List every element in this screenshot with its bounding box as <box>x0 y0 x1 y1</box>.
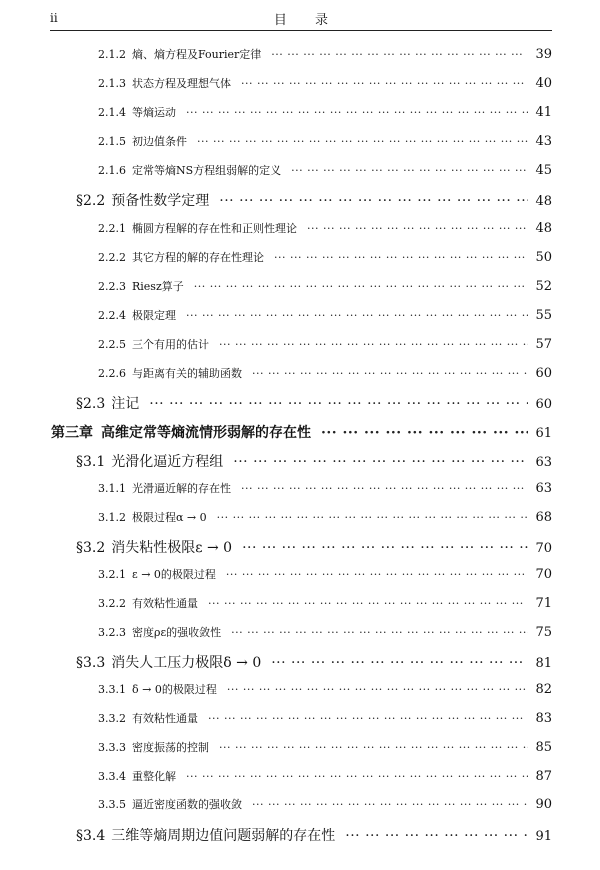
toc-entry-page: 83 <box>535 711 552 726</box>
toc-entry-page: 87 <box>535 769 552 784</box>
toc-entry-page: 85 <box>535 740 552 755</box>
dot-leader <box>226 568 528 581</box>
toc-entry-title: 光滑逼近解的存在性 <box>132 482 231 495</box>
dot-leader <box>252 798 528 811</box>
toc-subsection-entry[interactable] <box>98 75 552 91</box>
toc-entry-number: 2.2.6 <box>98 367 126 380</box>
toc-entry-page: 90 <box>535 797 552 812</box>
toc-entry-number: §3.3 <box>76 655 106 671</box>
dot-leader <box>219 338 528 351</box>
toc-subsection-entry[interactable] <box>98 509 552 525</box>
toc-subsection-entry[interactable] <box>98 162 552 178</box>
toc-entry-title: 三个有用的估计 <box>132 338 209 351</box>
toc-entry-number: 3.3.3 <box>98 741 126 754</box>
dot-leader <box>186 106 528 119</box>
toc-entry-title: δ → 0的极限过程 <box>132 683 217 696</box>
dot-leader <box>197 135 528 148</box>
toc-entry-page: 41 <box>535 105 552 120</box>
toc-entry-title: 消失人工压力极限δ → 0 <box>111 655 262 671</box>
toc-subsection-entry[interactable] <box>98 249 552 265</box>
toc-entry-title: 定常等熵NS方程组弱解的定义 <box>132 164 282 177</box>
toc-section-entry[interactable] <box>76 652 552 672</box>
toc-entry-title: 初边值条件 <box>132 135 187 148</box>
toc-subsection-entry[interactable] <box>98 710 552 726</box>
toc-entry-page: 91 <box>535 829 552 844</box>
toc-section-entry[interactable] <box>76 393 552 413</box>
toc-entry-page: 75 <box>535 625 552 640</box>
toc-entry-page: 48 <box>535 221 552 236</box>
toc-subsection-entry[interactable] <box>98 796 552 812</box>
page-number-roman: ii <box>50 11 58 25</box>
toc-entry-page: 68 <box>535 510 552 525</box>
toc-entry-number: §3.4 <box>76 828 106 844</box>
toc-entry-number: 3.3.2 <box>98 712 126 725</box>
toc-entry-page: 71 <box>535 596 552 611</box>
toc-entry-page: 52 <box>535 279 552 294</box>
dot-leader <box>233 454 528 470</box>
toc-entry-page: 70 <box>535 567 552 582</box>
toc-section-entry[interactable] <box>76 451 552 471</box>
dot-leader <box>274 251 528 264</box>
toc-entry-title: 三维等熵周期边值问题弱解的存在性 <box>111 828 336 844</box>
toc-entry-number: 2.1.5 <box>98 135 126 148</box>
toc-entry-number: 2.2.5 <box>98 338 126 351</box>
dot-leader <box>227 683 528 696</box>
dot-leader <box>242 540 528 556</box>
toc-section-entry[interactable] <box>76 537 552 557</box>
toc-entry-page: 55 <box>535 308 552 323</box>
toc-entry-number: 2.1.3 <box>98 77 126 90</box>
dot-leader <box>241 77 528 90</box>
header-title: 目 录 <box>273 13 341 28</box>
dot-leader <box>194 280 528 293</box>
dot-leader <box>231 626 528 639</box>
toc-entry-number: §3.2 <box>76 540 106 556</box>
toc-subsection-entry[interactable] <box>98 336 552 352</box>
toc-entry-number: §2.2 <box>76 193 106 209</box>
toc-entry-title: 等熵运动 <box>132 106 176 119</box>
toc-subsection-entry[interactable] <box>98 220 552 236</box>
toc-subsection-entry[interactable] <box>98 566 552 582</box>
toc-entry-title: 消失粘性极限ε → 0 <box>111 540 233 556</box>
toc-entry-number: 3.3.5 <box>98 798 126 811</box>
toc-entry-title: 其它方程的解的存在性理论 <box>132 251 264 264</box>
toc-subsection-entry[interactable] <box>98 624 552 640</box>
dot-leader <box>149 396 528 412</box>
toc-entry-number: 2.2.3 <box>98 280 126 293</box>
toc-entry-number: 3.3.4 <box>98 770 126 783</box>
toc-entry-number: 3.1.1 <box>98 482 126 495</box>
toc-subsection-entry[interactable] <box>98 768 552 784</box>
toc-entry-page: 57 <box>535 337 552 352</box>
toc-entry-title: 熵、熵方程及Fourier定律 <box>132 48 262 61</box>
toc-entry-title: Riesz算子 <box>132 280 184 293</box>
toc-entry-title: 有效粘性通量 <box>132 597 198 610</box>
dot-leader <box>321 425 528 441</box>
toc-entry-title: ε → 0的极限过程 <box>132 568 216 581</box>
toc-entry-page: 81 <box>535 656 552 671</box>
toc-entry-page: 43 <box>535 134 552 149</box>
toc-entry-number: 3.2.2 <box>98 597 126 610</box>
toc-chapter-entry[interactable] <box>51 422 552 442</box>
dot-leader <box>241 482 528 495</box>
dot-leader <box>219 741 528 754</box>
toc-entry-number: §3.1 <box>76 454 106 470</box>
dot-leader <box>291 164 528 177</box>
toc-section-entry[interactable] <box>76 190 552 210</box>
toc-subsection-entry[interactable] <box>98 133 552 149</box>
toc-entry-number: 3.1.2 <box>98 511 126 524</box>
dot-leader <box>219 193 528 209</box>
toc-entry-number: 3.2.1 <box>98 568 126 581</box>
dot-leader <box>208 597 528 610</box>
dot-leader <box>307 222 528 235</box>
toc-subsection-entry[interactable] <box>98 681 552 697</box>
toc-entry-title: 椭圆方程解的存在性和正则性理论 <box>132 222 297 235</box>
toc-entry-number: 3.3.1 <box>98 683 126 696</box>
header-rule <box>50 30 552 31</box>
toc-entry-number: 2.1.4 <box>98 106 126 119</box>
toc-entry-number: 2.2.4 <box>98 309 126 322</box>
toc-subsection-entry[interactable] <box>98 46 552 62</box>
toc-subsection-entry[interactable] <box>98 739 552 755</box>
toc-entry-title: 高维定常等熵流情形弱解的存在性 <box>101 425 311 441</box>
toc-entry-page: 63 <box>535 455 552 470</box>
toc-entry-number: 第三章 <box>51 425 93 441</box>
toc-entry-number: 2.2.1 <box>98 222 126 235</box>
toc-entry-title: 与距离有关的辅助函数 <box>132 367 242 380</box>
toc-entry-page: 60 <box>535 366 552 381</box>
toc-section-entry[interactable] <box>76 825 552 845</box>
toc-entry-page: 39 <box>535 47 552 62</box>
toc-entry-page: 61 <box>535 426 552 441</box>
toc-entry-title: 逼近密度函数的强收敛 <box>132 798 242 811</box>
toc-subsection-entry[interactable] <box>98 278 552 294</box>
dot-leader <box>252 367 528 380</box>
toc-entry-number: 2.2.2 <box>98 251 126 264</box>
toc-subsection-entry[interactable] <box>98 480 552 496</box>
dot-leader <box>345 828 528 844</box>
toc-entry-title: 重整化解 <box>132 770 176 783</box>
toc-entry-title: 极限定理 <box>132 309 176 322</box>
toc-subsection-entry[interactable] <box>98 595 552 611</box>
toc-subsection-entry[interactable] <box>98 104 552 120</box>
dot-leader <box>271 48 528 61</box>
toc-entry-title: 光滑化逼近方程组 <box>111 454 224 470</box>
dot-leader <box>186 309 528 322</box>
toc-entry-page: 45 <box>535 163 552 178</box>
toc-entry-page: 40 <box>535 76 552 91</box>
toc-entry-title: 极限过程α → 0 <box>132 511 207 524</box>
page-header <box>50 9 552 31</box>
dot-leader <box>186 770 528 783</box>
dot-leader <box>271 655 528 671</box>
toc-entry-number: 3.2.3 <box>98 626 126 639</box>
dot-leader <box>208 712 528 725</box>
toc-entry-number: 2.1.2 <box>98 48 126 61</box>
toc-entry-title: 预备性数学定理 <box>111 193 210 209</box>
toc-entry-page: 60 <box>535 397 552 412</box>
toc-entry-page: 63 <box>535 481 552 496</box>
toc-entry-title: 有效粘性通量 <box>132 712 198 725</box>
toc-entry-title: 注记 <box>111 396 140 412</box>
toc-entry-page: 50 <box>535 250 552 265</box>
toc-entry-page: 70 <box>535 541 552 556</box>
toc-entry-title: 密度振荡的控制 <box>132 741 209 754</box>
toc-entry-number: 2.1.6 <box>98 164 126 177</box>
toc-entry-number: §2.3 <box>76 396 106 412</box>
toc-entry-page: 82 <box>535 682 552 697</box>
toc-entry-title: 密度ρε的强收敛性 <box>132 626 222 639</box>
toc-entry-title: 状态方程及理想气体 <box>132 77 231 90</box>
dot-leader <box>217 511 528 524</box>
toc-subsection-entry[interactable] <box>98 307 552 323</box>
toc-entry-page: 48 <box>535 194 552 209</box>
toc-subsection-entry[interactable] <box>98 365 552 381</box>
